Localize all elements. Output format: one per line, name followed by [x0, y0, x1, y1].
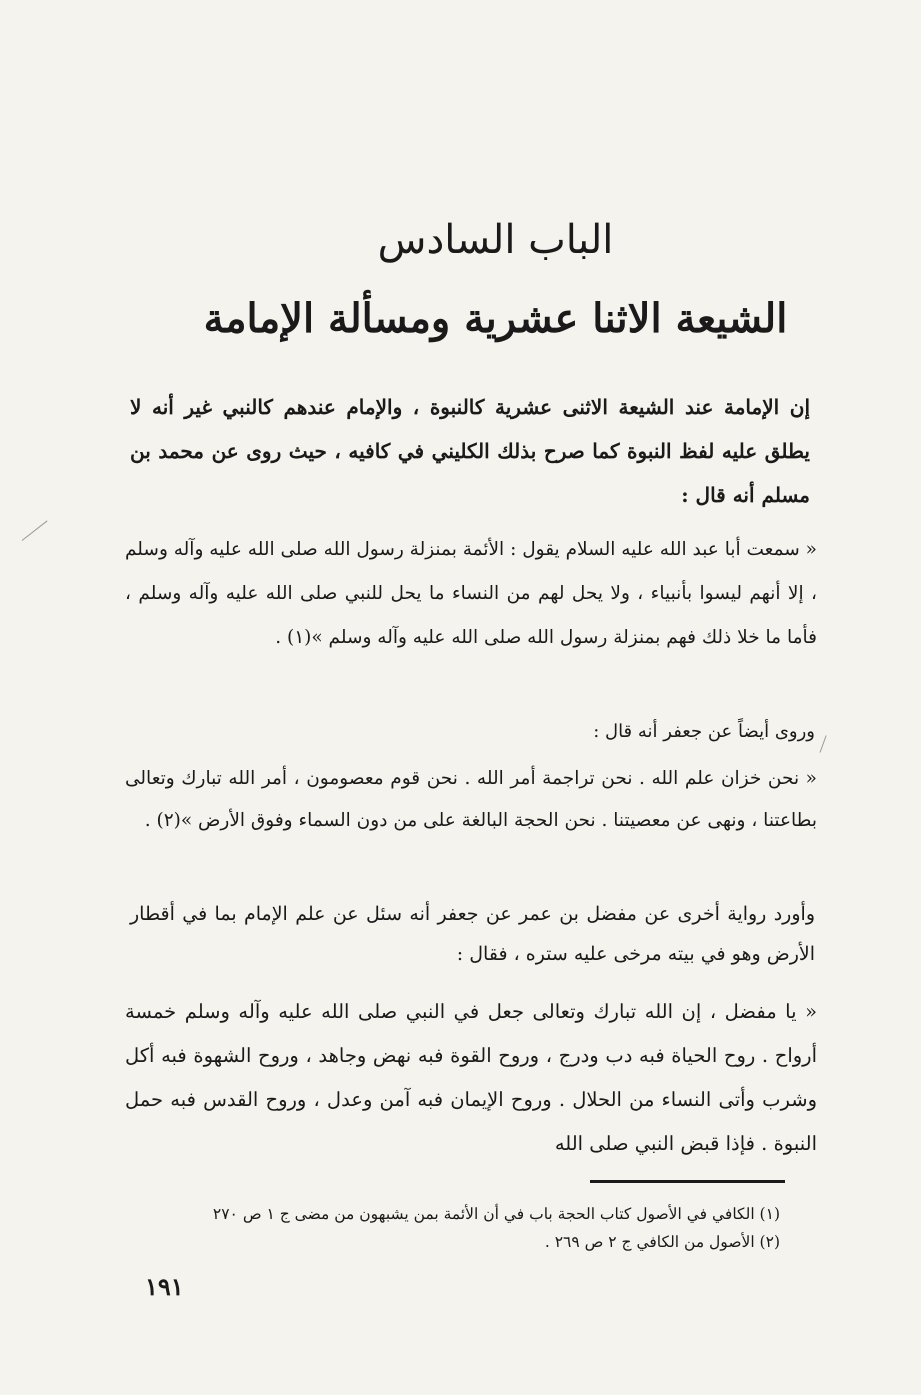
scan-mark [820, 735, 827, 752]
paragraph-intro: إن الإمامة عند الشيعة الاثنى عشرية كالنبوة ، والإمام عندهم كالنبي غير أنه لا يطلق عليه لفظ النبوة كما صرح بذلك الكليني في كافيه ، حيث روى عن محمد بن مسلم أنه قال : [130, 395, 810, 507]
footnote-divider [590, 1180, 785, 1183]
paragraph-intro-3: وأورد رواية أخرى عن مفضل بن عمر عن جعفر أنه سئل عن علم الإمام بما في أقطار الأرض وهو في بيته مرخى عليه ستره ، فقال : [130, 903, 815, 965]
quote-2: « نحن خزان علم الله . نحن تراجمة أمر الله . نحن قوم معصومون ، أمر الله تبارك وتعالى بطاعتنا ، ونهى عن معصيتنا . نحن الحجة البالغة على من دون السماء وفوق الأرض »(٢) . [125, 768, 817, 831]
footnotes [120, 1200, 780, 1256]
scan-mark [22, 520, 48, 540]
chapter-heading: الباب السادس [377, 217, 614, 263]
paragraph-intro-2: وروى أيضاً عن جعفر أنه قال : [593, 721, 815, 742]
footnote-2: (٢) الأصول من الكافي ج ٢ ص ٢٦٩ . [544, 1233, 780, 1251]
footnote-1: (١) الكافي في الأصول كتاب الحجة باب في أن الأئمة بمن يشبهون من مضى ج ١ ص ٢٧٠ [212, 1205, 780, 1223]
quote-1: « سمعت أبا عبد الله عليه السلام يقول : الأئمة بمنزلة رسول الله صلى الله عليه وآله وسلم ، إلا أنهم ليسوا بأنبياء ، ولا يحل لهم من النساء ما يحل للنبي صلى الله عليه وآله وسلم ، فأما ما خلا ذلك فهم بمنزلة رسول الله صلى الله عليه وآله وسلم »(١) . [125, 539, 817, 648]
page-number: ١٩١ [145, 1272, 184, 1301]
chapter-title: الشيعة الاثنا عشرية ومسألة الإمامة [203, 295, 788, 342]
quote-3: « يا مفضل ، إن الله تبارك وتعالى جعل في النبي صلى الله عليه وآله وسلم خمسة أرواح . روح الحياة فبه دب ودرج ، وروح القوة فبه نهض وجاهد ، وروح الشهوة فبه أكل وشرب وأتى النساء من الحلال . وروح الإيمان فبه آمن وعدل ، وروح القدس فبه حمل النبوة . فإذا قبض النبي صلى الله [125, 1000, 817, 1155]
